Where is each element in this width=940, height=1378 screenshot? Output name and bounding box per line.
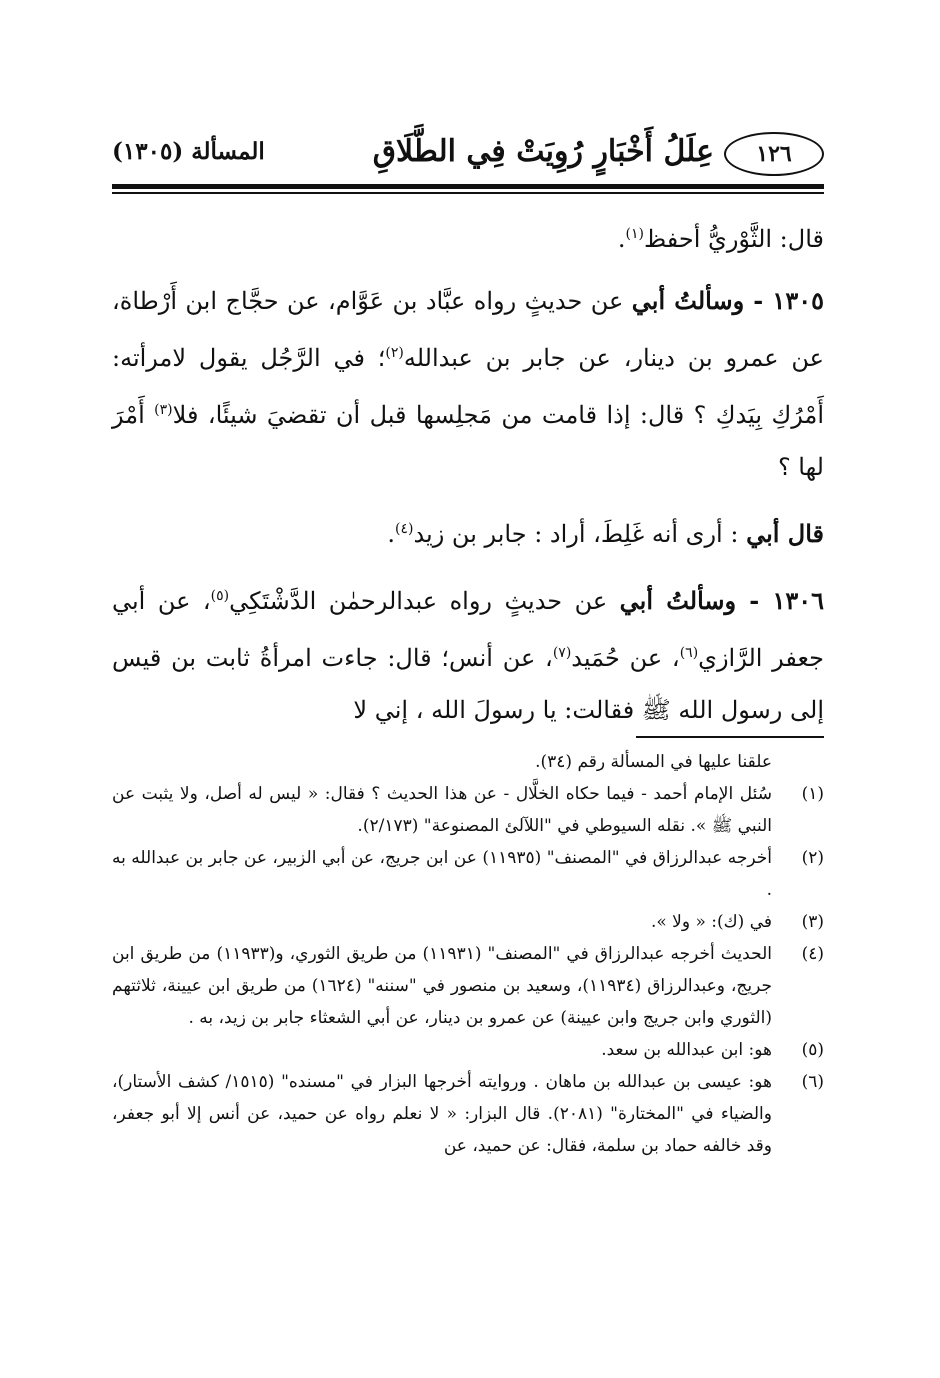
text-span: ؛ في الرَّجُل يقول لامرأته: أَمْرُكِ بِيَدكِ ؟ قال: إذا قامت من مَجلِسها قبل أن تقضيَ شيئًا، فلا [112,344,824,429]
footnote-text: هو: عيسى بن عبدالله بن ماهان . وروايته أخرجها البزار في "مسنده" (١٥١٥/ كشف الأستار)، والضياء في "المختارة" (٢٠٨١). قال البزار: « لا نعلم رواه عن حميد، عن أنس إلا أبو جعفر، وقد خالفه حماد بن سلمة، فقال: عن حميد، عن [112,1072,772,1156]
footnote-number: (١) [801,784,824,804]
footnote-number: (٥) [801,1040,824,1060]
footnote-ref: (١) [625,226,644,242]
text-span: ، عن أبي جعفر الرَّازي [112,587,824,672]
issue-number: ١٣٠٥ - وسألتُ أبي [631,286,824,315]
paragraph [112,570,824,736]
text-span: عن حديثٍ رواه عبَّاد بن عَوَّام، عن حجَّاج ابن أَرْطاة، عن عمرو بن دينار، عن جابر بن عبدالله [112,287,824,372]
issue-number: ١٣٠٦ - وسألتُ أبي [619,586,824,615]
footnote-item [112,906,824,938]
footnote-ref: (٧) [552,645,572,661]
text-span: ، عن حُمَيد [571,644,680,672]
footnote-item [112,842,824,906]
footnote-separator [636,736,824,738]
footnote-number: (٤) [801,944,824,964]
footnote-item [112,1034,824,1066]
text-span: عن حديثٍ رواه عبدالرحمٰن الدَّشْتَكِي [229,587,620,615]
footnote-continuation: علقنا عليها في المسألة رقم (٣٤). [535,752,772,772]
footnote-text: أخرجه عبدالرزاق في "المصنف" (١١٩٣٥) عن ابن جريج، عن أبي الزبير، عن جابر بن عبدالله به . [112,848,772,900]
footnote-number: (٢) [801,848,824,868]
paragraph [112,503,824,560]
paragraph [112,275,824,493]
issue-reference: المسألة (١٣٠٥) [112,138,265,165]
text-span: ، عن أنس؛ قال: جاءت امرأةُ ثابت بن قيس إلى رسول الله ﷺ فقالت: يا رسولَ الله ، إني لا [112,644,824,724]
text-span: أَمْرَ لها ؟ [112,401,824,481]
footnote-item [112,1066,824,1162]
footnote-number: (٣) [801,912,824,932]
footnote-ref: (٥) [210,588,230,604]
speaker-label: قال أبي [746,519,824,548]
text-span: . [617,225,626,253]
footnote-text: هو: ابن عبدالله بن سعد. [601,1040,772,1060]
footnote-ref: (٢) [385,345,404,361]
footnote-text: سُئل الإمام أحمد - فيما حكاه الخلَّال - عن هذا الحديث ؟ فقال: « ليس له أصل، ولا يثبت عن النبي ﷺ ». نقله السيوطي في "اللآلئ المصنوعة" (٢/١٧٣). [112,784,772,836]
text-span: : أرى أنه غَلِطَ، أراد : جابر بن زيد [413,520,747,548]
footnote-item [112,778,824,842]
footnote-ref: (٦) [679,645,699,661]
footnote-item [112,938,824,1034]
header-rule-thick [112,184,824,189]
header-rule-thin [112,192,824,194]
page-header [112,126,824,184]
main-text [112,208,824,746]
footnote-number: (٦) [801,1072,824,1092]
footnote-text: الحديث أخرجه عبدالرزاق في "المصنف" (١١٩٣١) من طريق الثوري، و(١١٩٣٣) من طريق ابن جريج، وعبدالرزاق (١١٩٣٤)، وسعيد بن منصور في "سننه" (١٦٢٤) من طريق ابن عيينة، ثلاثتهم (الثوري وابن جريج وابن عيينة) عن عمرو بن دينار، عن أبي الشعثاء جابر بن زيد، به . [112,944,772,1028]
page-number: ١٢٦ [724,132,824,176]
footnote-ref: (٤) [394,521,414,537]
paragraph [112,208,824,265]
footnote-ref: (٣) [154,402,173,418]
footnote-text: في (ك): « ولا ». [650,912,772,932]
running-title: عِلَلُ أَخْبَارٍ رُوِيَتْ فِي الطَّلَاقِ [372,134,714,169]
text-span: قال: الثَّوْريُّ أحفظ [644,225,824,253]
footnotes [112,746,824,1162]
text-span: . [387,520,395,548]
